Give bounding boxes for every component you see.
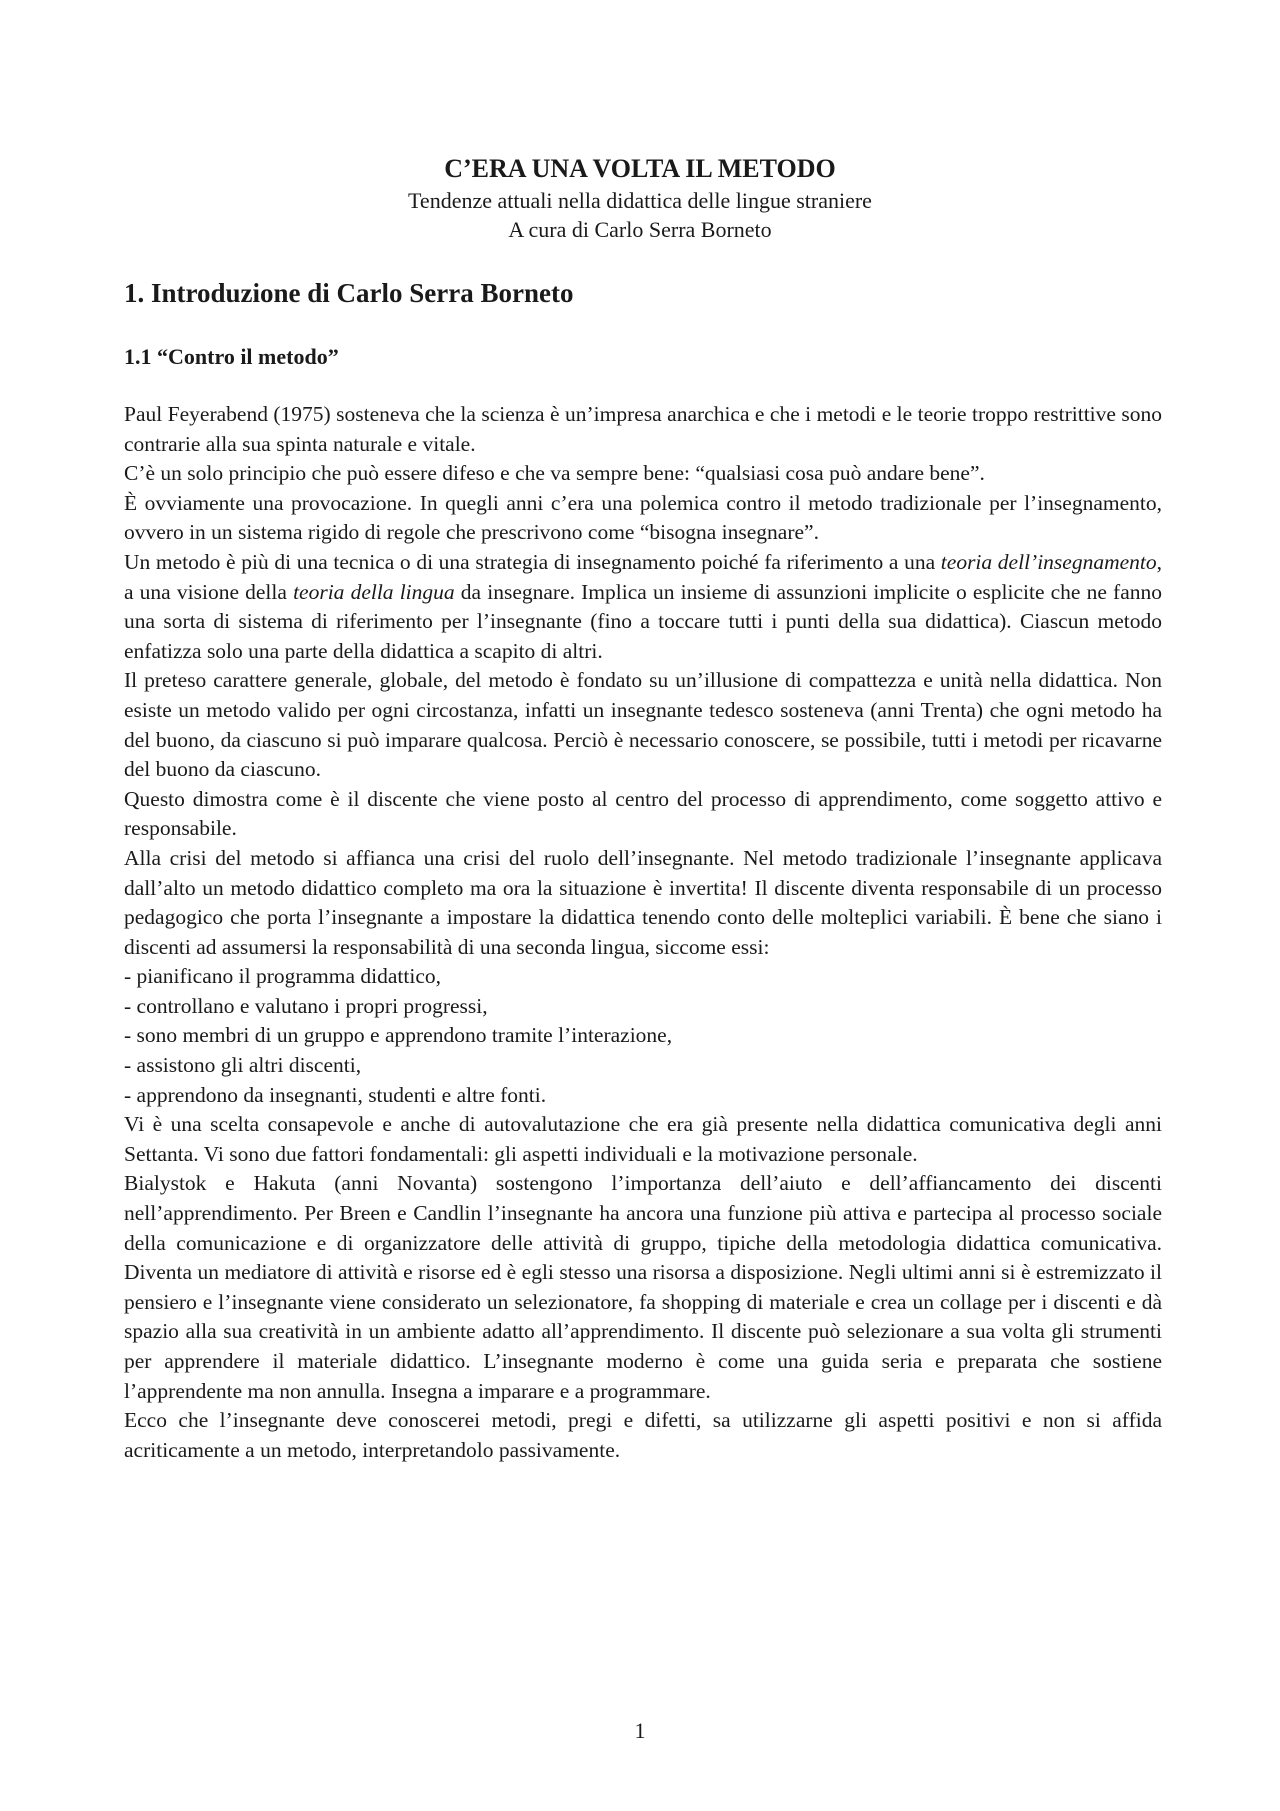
paragraph-2: C’è un solo principio che può essere difeso e che va sempre bene: “qualsiasi cosa può andare bene”. <box>124 461 985 486</box>
subsection-heading: 1.1 “Contro il metodo” <box>124 344 339 369</box>
paragraph-6: Questo dimostra come è il discente che viene posto al centro del processo di apprendimento, come soggetto attivo e responsabile. <box>124 786 1162 841</box>
document-title: C’ERA UNA VOLTA IL METODO <box>444 154 836 183</box>
paragraph-10: Ecco che l’insegnante deve conoscerei metodi, pregi e difetti, sa utilizzarne gli aspetti positivi e non si affida acriticamente a un metodo, interpretandolo passivamente. <box>124 1408 1162 1462</box>
paragraph-4-text-e: da insegnare. Implica un insieme di assunzioni implicite o esplicite che ne fanno una sorta di sistema di riferimento per l’insegnante (fino a toccare tutti i punti della sua didattica). Ciascun metodo enfatizza solo una parte della didattica a scapito di altri. <box>124 579 1163 663</box>
paragraph-4-emphasis-2: teoria della lingua <box>293 579 455 604</box>
responsibility-list <box>124 962 1162 1110</box>
list-item: - sono membri di un gruppo e apprendono tramite l’interazione, <box>124 1023 673 1048</box>
paragraph-9: Bialystok e Hakuta (anni Novanta) sostengono l’importanza dell’aiuto e dell’affiancamento dei discenti nell’apprendimento. Per Breen e Candlin l’insegnante ha ancora una funzione più attiva e partecipa al processo sociale della comunicazione e di organizzatore delle attività di gruppo, tipiche della metodologia didattica comunicativa. Diventa un mediatore di attività e risorse ed è egli stesso una risorsa a disposizione. Negli ultimi anni si è estremizzato il pensiero e l’insegnante viene considerato un selezionatore, fa shopping di materiale e crea un collage per i discenti e dà spazio alla sua creatività in un ambiente adatto all’apprendimento. Il discente può selezionare a sua volta gli strumenti per apprendere il materiale didattico. L’insegnante moderno è come una guida seria e preparata che sostiene l’apprendente ma non annulla. Insegna a imparare e a programmare. <box>124 1171 1162 1403</box>
paragraph-4-text-a: Un metodo è più di una tecnica o di una strategia di insegnamento poiché fa riferimento a una <box>124 549 941 574</box>
title-block <box>0 152 1280 244</box>
list-item: - pianificano il programma didattico, <box>124 964 442 989</box>
paragraph-5: Il preteso carattere generale, globale, del metodo è fondato su un’illusione di compattezza e unità nella didattica. Non esiste un metodo valido per ogni circostanza, infatti un insegnante tedesco sosteneva (anni Trenta) che ogni metodo ha del buono, da ciascuno si può imparare qualcosa. Perciò è necessario conoscere, se possibile, tutti i metodi per ricavarne del buono da ciascuno. <box>124 668 1162 782</box>
document-subtitle: Tendenze attuali nella didattica delle lingue straniere <box>408 188 872 213</box>
list-item: - controllano e valutano i propri progressi, <box>124 993 488 1018</box>
list-item: - apprendono da insegnanti, studenti e altre fonti. <box>124 1082 547 1107</box>
paragraph-8: Vi è una scelta consapevole e anche di autovalutazione che era già presente nella didattica comunicativa degli anni Settanta. Vi sono due fattori fondamentali: gli aspetti individuali e la motivazione personale. <box>124 1112 1162 1166</box>
paragraph-4-emphasis-1: teoria dell’insegnamento <box>940 549 1157 574</box>
paragraph-4-text-c: , a una visione della <box>124 549 1162 604</box>
page-number: 1 <box>634 1718 646 1743</box>
list-item: - assistono gli altri discenti, <box>124 1053 362 1078</box>
paragraph-7: Alla crisi del metodo si affianca una crisi del ruolo dell’insegnante. Nel metodo tradizionale l’insegnante applicava dall’alto un metodo didattico completo ma ora la situazione è invertita! Il discente diventa responsabile di un processo pedagogico che porta l’insegnante a impostare la didattica tenendo conto delle molteplici variabili. È bene che siano i discenti ad assumersi la responsabilità di una seconda lingua, siccome essi: <box>124 845 1162 959</box>
paragraph-3: È ovviamente una provocazione. In quegli anni c’era una polemica contro il metodo tradizionale per l’insegnamento, ovvero in un sistema rigido di regole che prescrivono come “bisogna insegnare”. <box>124 490 1162 545</box>
paragraph-4 <box>124 548 1162 666</box>
paragraph-1: Paul Feyerabend (1975) sosteneva che la scienza è un’impresa anarchica e che i metodi e le teorie troppo restrittive sono contrarie alla sua spinta naturale e vitale. <box>124 402 1162 456</box>
document-editor: A cura di Carlo Serra Borneto <box>508 217 772 242</box>
body-text <box>124 400 1162 1465</box>
section-heading: 1. Introduzione di Carlo Serra Borneto <box>124 278 574 308</box>
